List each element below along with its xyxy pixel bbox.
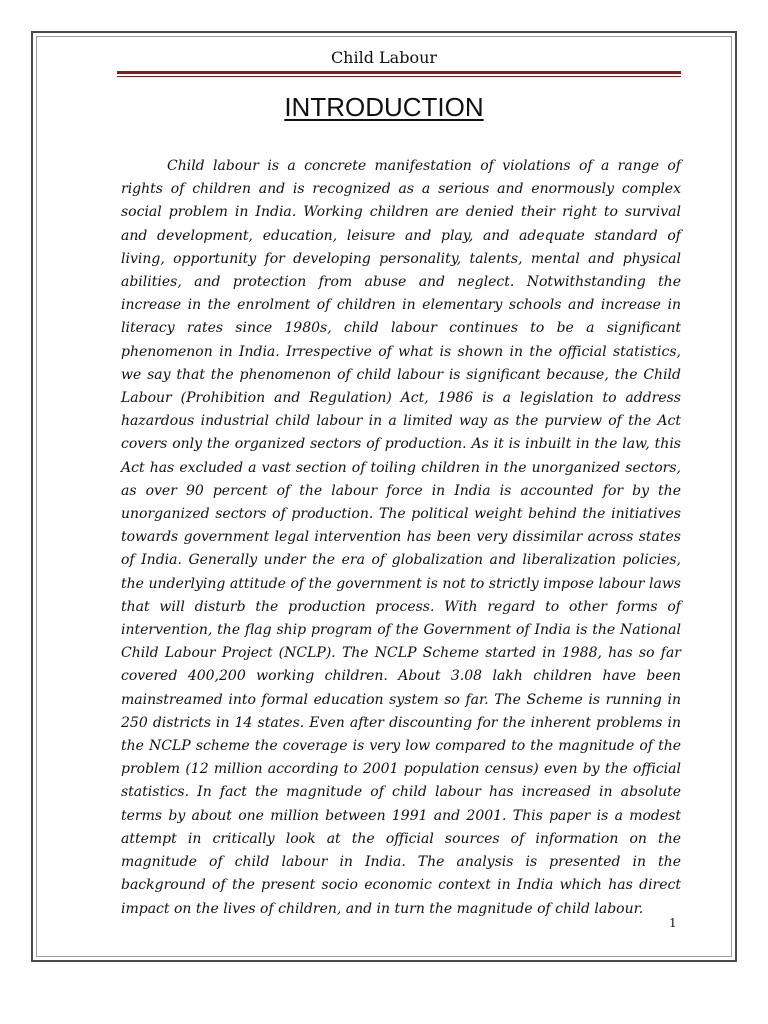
- header-rule-thick: [117, 71, 681, 74]
- header-rule-thin: [117, 76, 681, 77]
- page-number: 1: [669, 916, 677, 930]
- section-heading: INTRODUCTION: [284, 92, 484, 122]
- introduction-paragraph: Child labour is a concrete manifestation of violations of a range of rights of children and is recognized as a serious and enormously complex social problem in India. Working children are denied their right to survival and development, education, leisure and play, and adequate standard of living, opportunity for developing personality, talents, mental and physical abilities, and protection from abuse and neglect. Notwithstanding the increase in the enrolment of children in elementary schools and increase in literacy rates since 1980s, child labour continues to be a significant phenomenon in India. Irrespective of what is shown in the official statistics, we say that the phenomenon of child labour is significant because, the Child Labour (Prohibition and Regulation) Act, 1986 is a legislation to address hazardous industrial child labour in a limited way as the purview of the Act covers only the organized sectors of production. As it is inbuilt in the law, this Act has excluded a vast section of toiling children in the unorganized sectors, as over 90 percent of the labour force in India is accounted for by the unorganized sectors of production. The political weight behind the initiatives towards government legal intervention has been very dissimilar across states of India. Generally under the era of globalization and liberalization policies, the underlying attitude of the government is not to strictly impose labour laws that will disturb the production process. With regard to other forms of intervention, the flag ship program of the Government of India is the National Child Labour Project (NCLP). The NCLP Scheme started in 1988, has so far covered 400,200 working children. About 3.08 lakh children have been mainstreamed into formal education system so far. The Scheme is running in 250 districts in 14 states. Even after discounting for the inherent problems in the NCLP scheme the coverage is very low compared to the magnitude of the problem (12 million according to 2001 population census) even by the official statistics. In fact the magnitude of child labour has increased in absolute terms by about one million between 1991 and 2001. This paper is a modest attempt in critically look at the official sources of information on the magnitude of child labour in India. The analysis is presented in the background of the present socio economic context in India which has direct impact on the lives of children, and in turn the magnitude of child labour.: [121, 158, 681, 917]
- running-header-title: Child Labour: [330, 48, 438, 67]
